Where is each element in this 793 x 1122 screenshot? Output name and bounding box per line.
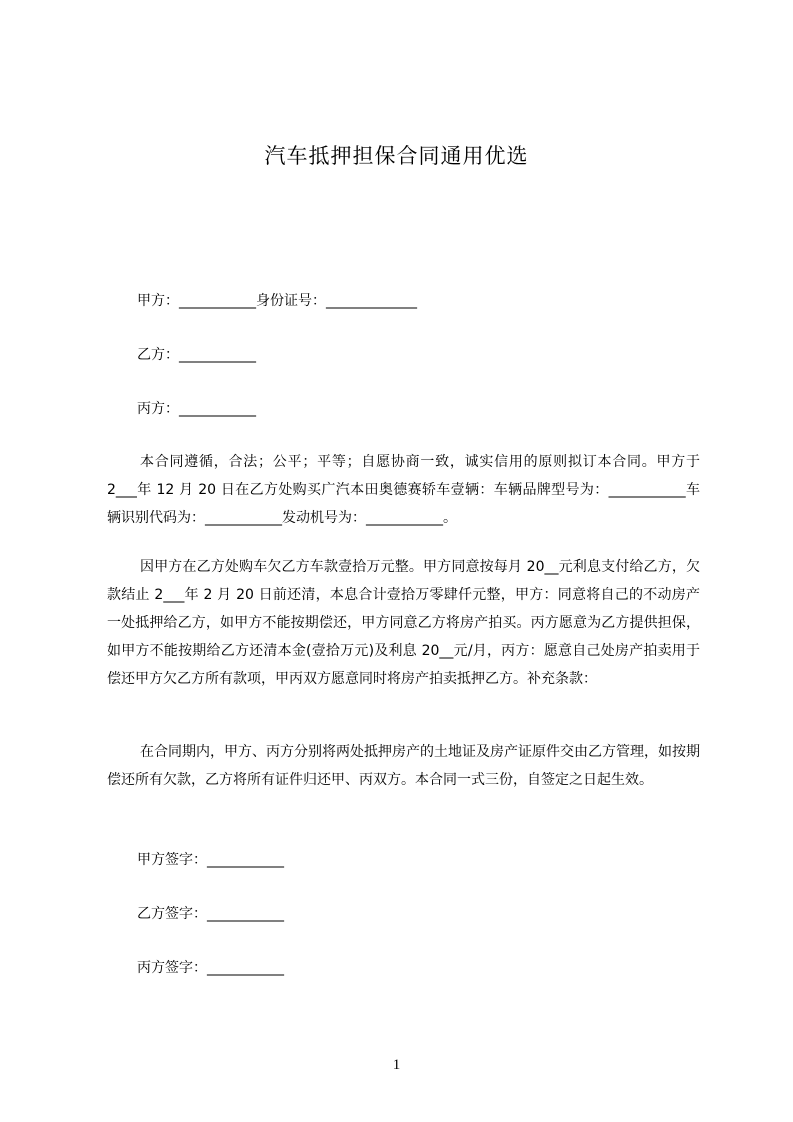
party-b-line: 乙方：___________ bbox=[137, 347, 256, 363]
debt-guarantee-paragraph: 因甲方在乙方处购车欠乙方车款壹拾万元整。甲方同意按每月 20__元利息支付给乙方，欠款结止 2___年 2 月 20 日前还清，本息合计壹拾万零肆仟元整，甲方：同意将自己的不动房产一处抵押给乙方，如甲方不能按期偿还，甲方同意乙方将房产拍买。丙方愿意为乙方提供担保，如甲方不能按期给乙方还清本金(壹拾万元)及利息 20__元/月，丙方：愿意自己处房产拍卖用于偿还甲方欠乙方所有款项，甲丙双方愿意同时将房产拍卖抵押乙方。补充条款： bbox=[107, 559, 700, 687]
document-title: 汽车抵押担保合同通用优选 bbox=[264, 144, 529, 168]
page-number: 1 bbox=[392, 1057, 401, 1073]
signature-party-b: 乙方签字：___________ bbox=[137, 906, 284, 922]
signature-party-a: 甲方签字：___________ bbox=[137, 852, 284, 868]
party-c-line: 丙方：___________ bbox=[137, 401, 256, 417]
document-custody-paragraph: 在合同期内，甲方、丙方分别将两处抵押房产的土地证及房产证原件交由乙方管理，如按期偿还所有欠款，乙方将所有证件归还甲、丙双方。本合同一式三份，自签定之日起生效。 bbox=[107, 744, 700, 788]
contract-principle-paragraph: 本合同遵循，合法；公平；平等；自愿协商一致，诚实信用的原则拟订本合同。甲方于 2___年 12 月 20 日在乙方处购买广汽本田奥德赛轿车壹辆：车辆品牌型号为：___________车辆识别代码为：___________发动机号为：___________。 bbox=[107, 454, 700, 526]
signature-party-c: 丙方签字：___________ bbox=[137, 960, 284, 976]
party-a-line: 甲方：___________身份证号：_____________ bbox=[137, 293, 417, 309]
